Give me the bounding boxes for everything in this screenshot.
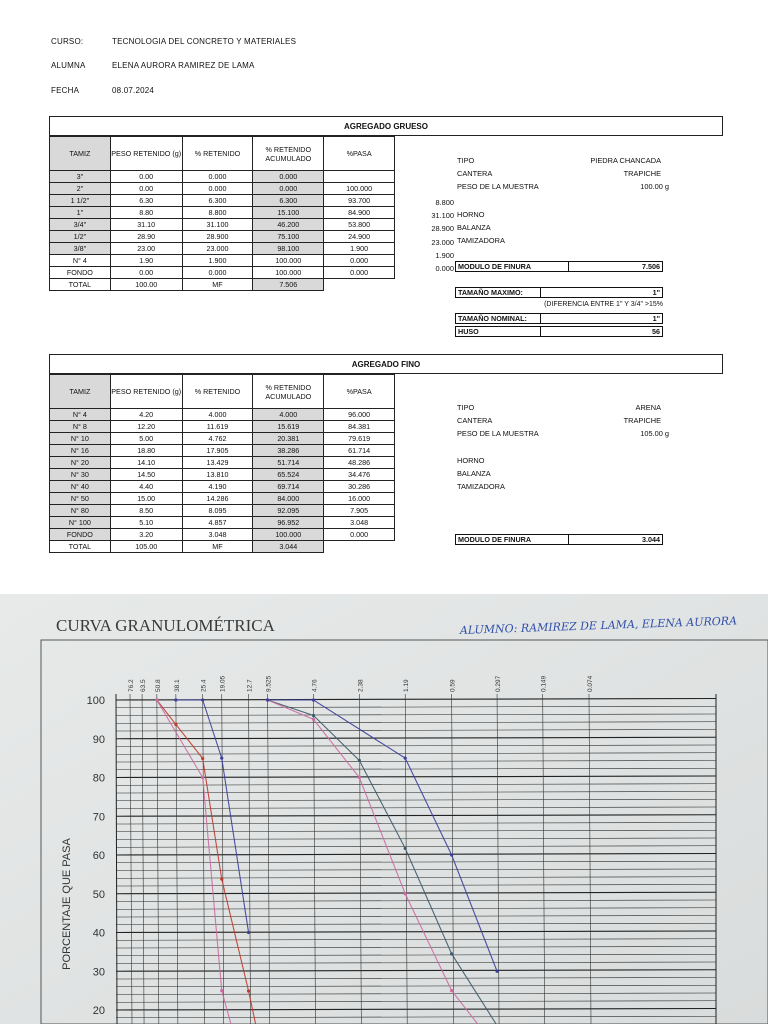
table-row — [50, 445, 395, 457]
table-cell: 98.100 — [253, 243, 324, 255]
table-cell: 5.00 — [110, 433, 182, 445]
table-cell: 8.800 — [182, 207, 253, 219]
sieve-tick-label: 12.7 — [246, 679, 254, 692]
curve-point — [174, 698, 177, 701]
table-row — [50, 493, 395, 505]
grueso-cantera-label: CANTERA — [457, 169, 493, 178]
table-row — [50, 171, 395, 183]
grueso-cantera-value: TRAPICHE — [623, 169, 661, 178]
curve-point — [404, 847, 407, 850]
table-cell: 6.300 — [253, 195, 324, 207]
table-cell: 14.10 — [110, 457, 182, 469]
table-cell: 0.000 — [253, 183, 324, 195]
fino-mf-label: MODULO DE FINURA — [458, 535, 532, 544]
fino-horno-label: HORNO — [457, 456, 485, 465]
curve-point — [201, 776, 204, 779]
y-axis-label: PORCENTAJE QUE PASA — [61, 838, 73, 970]
table-cell: 0.000 — [182, 183, 253, 195]
fino-tipo-label: TIPO — [457, 403, 475, 412]
curve-point — [220, 757, 223, 760]
fino-table — [49, 374, 395, 553]
tamano-maximo-label: TAMAÑO MAXIMO: — [458, 288, 523, 297]
curve-point — [266, 698, 269, 701]
table-cell: 0.00 — [110, 171, 182, 183]
table-cell: FONDO — [50, 267, 111, 279]
y-tick-label: 90 — [92, 733, 105, 746]
grueso-peso-label: PESO DE LA MUESTRA — [457, 182, 539, 191]
curve-point — [220, 877, 223, 880]
table-cell: 2" — [50, 183, 111, 195]
side-value: 28.900 — [431, 224, 454, 234]
alumna-value: ELENA AURORA RAMIREZ DE LAMA — [112, 61, 255, 70]
curso-value: TECNOLOGIA DEL CONCRETO Y MATERIALES — [112, 37, 297, 46]
diferencia-note: (DIFERENCIA ENTRE 1" Y 3/4" >15% — [544, 301, 663, 308]
grueso-peso-value: 100.00 g — [640, 182, 669, 191]
sieve-tick-label: 25.4 — [200, 679, 208, 692]
col-retenido-acumulado: % RETENIDO ACUMULADO — [253, 137, 324, 171]
col-retenido-acumulado: % RETENIDO ACUMULADO — [253, 375, 324, 409]
table-row — [50, 481, 395, 493]
sieve-tick-label: 50.8 — [154, 679, 162, 692]
table-cell: 4.000 — [253, 409, 324, 421]
tamano-nominal-value: 1" — [652, 314, 660, 323]
grueso-tipo-value: PIEDRA CHANCADA — [590, 156, 661, 165]
tamano-maximo-box — [455, 287, 663, 298]
fino-tipo-value: ARENA — [635, 403, 661, 412]
sieve-tick-label: 9.525 — [265, 675, 273, 692]
table-cell: 100.000 — [253, 267, 324, 279]
table-cell: 13.429 — [182, 457, 253, 469]
table-cell: N° 80 — [50, 505, 111, 517]
table-cell: 100.000 — [253, 529, 324, 541]
table-cell: 75.100 — [253, 231, 324, 243]
sieve-tick-label: 63.5 — [140, 679, 148, 692]
table-cell: N° 8 — [50, 421, 111, 433]
fecha-label: FECHA — [51, 86, 80, 95]
table-cell: 0.000 — [182, 267, 253, 279]
tamano-nominal-label: TAMAÑO NOMINAL: — [458, 314, 527, 323]
curso-row — [51, 37, 297, 46]
table-row — [50, 409, 395, 421]
table-row — [50, 231, 395, 243]
table-cell: 13.810 — [182, 469, 253, 481]
fino-peso-label: PESO DE LA MUESTRA — [457, 429, 539, 438]
table-row — [50, 457, 395, 469]
table-cell: 14.286 — [182, 493, 253, 505]
grueso-mf-box — [455, 261, 663, 272]
table-cell: N° 20 — [50, 457, 111, 469]
table-row — [50, 207, 395, 219]
curve-point — [312, 718, 315, 721]
sieve-tick-label: 0.074 — [587, 675, 594, 692]
curve-point — [220, 989, 223, 992]
table-row — [50, 183, 395, 195]
table-cell: 8.095 — [182, 505, 253, 517]
table-cell: N° 16 — [50, 445, 111, 457]
fecha-value: 08.07.2024 — [112, 86, 155, 95]
curve-point — [358, 776, 361, 779]
table-cell: 0.000 — [182, 171, 253, 183]
side-value: 23.000 — [431, 237, 454, 247]
curve-point — [201, 757, 204, 760]
curve-point — [358, 759, 361, 762]
table-cell: 4.190 — [182, 481, 253, 493]
table-cell: 46.200 — [253, 219, 324, 231]
table-cell: 84.900 — [324, 207, 395, 219]
table-cell: 12.20 — [110, 421, 182, 433]
table-cell: 30.286 — [324, 481, 395, 493]
col-pasa: %PASA — [324, 375, 395, 409]
table-cell: 31.10 — [110, 219, 182, 231]
table-cell: 11.619 — [182, 421, 253, 433]
table-cell — [324, 171, 395, 183]
table-cell: 4.762 — [182, 433, 253, 445]
table-cell: N° 100 — [50, 517, 111, 529]
y-tick-label: 60 — [92, 850, 105, 862]
grueso-mf-value: 7.506 — [642, 262, 660, 271]
table-cell: 23.000 — [182, 243, 253, 255]
curve-point — [404, 757, 407, 760]
table-cell: 1.90 — [110, 255, 182, 267]
total-cell: 100.00 — [110, 279, 182, 291]
col-pasa: %PASA — [324, 137, 395, 171]
fino-tamizadora-label: TAMIZADORA — [457, 482, 505, 491]
col-peso-retenido: PESO RETENIDO (g) — [110, 137, 182, 171]
table-row — [50, 469, 395, 481]
y-tick-label: 20 — [92, 1005, 105, 1017]
table-cell: 24.900 — [324, 231, 395, 243]
table-cell: 14.50 — [110, 469, 182, 481]
side-value: 0.000 — [435, 263, 454, 273]
fino-mf-box — [455, 534, 663, 545]
col-retenido: % RETENIDO — [182, 137, 253, 171]
tamano-maximo-value: 1" — [652, 288, 660, 297]
table-cell: 48.286 — [324, 457, 395, 469]
table-cell: 4.857 — [182, 517, 253, 529]
table-cell: N° 4 — [50, 409, 111, 421]
col-tamiz: TAMIZ — [50, 137, 111, 171]
table-cell: 53.800 — [324, 219, 395, 231]
table-row — [50, 517, 395, 529]
side-value: 31.100 — [431, 211, 454, 221]
table-cell: 3/4" — [50, 219, 111, 231]
table-cell: 84.000 — [253, 493, 324, 505]
table-cell: 65.524 — [253, 469, 324, 481]
fino-title: AGREGADO FINO — [49, 354, 723, 374]
grueso-mf-label: MODULO DE FINURA — [458, 262, 532, 271]
sieve-tick-label: 4.76 — [311, 679, 319, 692]
y-tick-label: 100 — [86, 695, 105, 707]
table-cell: 6.300 — [182, 195, 253, 207]
table-cell: 5.10 — [110, 517, 182, 529]
fino-peso-value: 105.00 g — [640, 429, 669, 438]
granulometric-curve-chart — [0, 594, 768, 1024]
table-cell: 93.700 — [324, 195, 395, 207]
huso-box — [455, 326, 663, 337]
table-cell: 0.000 — [253, 171, 324, 183]
table-row — [50, 219, 395, 231]
y-tick-label: 80 — [92, 772, 105, 785]
total-cell: TOTAL — [50, 541, 111, 553]
side-value: 1.900 — [435, 250, 454, 260]
table-cell: 28.90 — [110, 231, 182, 243]
table-cell: 15.00 — [110, 493, 182, 505]
table-cell: N° 30 — [50, 469, 111, 481]
grueso-side-values — [404, 198, 454, 277]
table-cell: 8.50 — [110, 505, 182, 517]
sieve-tick-label: 19.05 — [219, 675, 227, 692]
curve-point — [450, 989, 453, 992]
table-cell: 0.000 — [324, 267, 395, 279]
curso-label: CURSO: — [51, 37, 84, 46]
grueso-tamizadora-label: TAMIZADORA — [457, 236, 505, 245]
total-cell: 7.506 — [253, 279, 324, 291]
y-tick-label: 40 — [92, 927, 105, 940]
table-cell: 15.619 — [253, 421, 324, 433]
total-cell: MF — [182, 279, 253, 291]
table-cell: 100.000 — [253, 255, 324, 267]
curve-point — [174, 723, 177, 726]
huso-value: 56 — [652, 327, 660, 336]
table-cell: 8.80 — [110, 207, 182, 219]
table-cell: N° 10 — [50, 433, 111, 445]
curve-point — [495, 970, 498, 973]
table-cell: 96.000 — [324, 409, 395, 421]
table-cell: 61.714 — [324, 445, 395, 457]
table-cell: 16.000 — [324, 493, 395, 505]
table-cell: 31.100 — [182, 219, 253, 231]
grueso-title: AGREGADO GRUESO — [49, 116, 723, 136]
sieve-tick-label: 0.149 — [540, 675, 548, 692]
table-cell: 92.095 — [253, 505, 324, 517]
table-cell: 1.900 — [182, 255, 253, 267]
table-cell: 4.000 — [182, 409, 253, 421]
curve-point — [404, 892, 407, 895]
table-cell: 69.714 — [253, 481, 324, 493]
table-cell: 1.900 — [324, 243, 395, 255]
total-cell: TOTAL — [50, 279, 111, 291]
table-cell: 0.000 — [324, 529, 395, 541]
table-cell: 100.000 — [324, 183, 395, 195]
table-cell: 3.20 — [110, 529, 182, 541]
table-row — [50, 267, 395, 279]
granulometric-curve-photo — [0, 594, 768, 1024]
total-cell: MF — [182, 541, 253, 553]
table-cell: 0.00 — [110, 183, 182, 195]
table-cell: 18.80 — [110, 445, 182, 457]
grueso-table — [49, 136, 395, 291]
table-row — [50, 255, 395, 267]
table-cell: 17.905 — [182, 445, 253, 457]
total-cell — [324, 541, 395, 553]
col-peso-retenido: PESO RETENIDO (g) — [110, 375, 182, 409]
table-cell: 28.900 — [182, 231, 253, 243]
table-cell: 23.00 — [110, 243, 182, 255]
table-row — [50, 421, 395, 433]
fino-cantera-value: TRAPICHE — [623, 416, 661, 425]
fino-cantera-label: CANTERA — [457, 416, 493, 425]
curve-point — [247, 931, 250, 934]
table-cell: 4.20 — [110, 409, 182, 421]
y-tick-label: 30 — [92, 966, 105, 979]
table-cell: 1 1/2" — [50, 195, 111, 207]
curve-point — [450, 952, 453, 955]
sieve-tick-label: 0.297 — [495, 675, 503, 692]
table-row — [50, 433, 395, 445]
handwritten-name: ALUMNO: RAMIREZ DE LAMA, ELENA AURORA — [459, 614, 738, 637]
table-cell: 3.048 — [182, 529, 253, 541]
total-cell: 105.00 — [110, 541, 182, 553]
col-tamiz: TAMIZ — [50, 375, 111, 409]
table-cell: 4.40 — [110, 481, 182, 493]
table-row — [50, 195, 395, 207]
table-cell: 96.952 — [253, 517, 324, 529]
table-row — [50, 505, 395, 517]
alumna-row — [51, 61, 255, 70]
fino-mf-value: 3.044 — [642, 535, 660, 544]
grueso-horno-label: HORNO — [457, 210, 485, 219]
table-cell: N° 50 — [50, 493, 111, 505]
table-cell: 3.048 — [324, 517, 395, 529]
table-cell: 0.000 — [324, 255, 395, 267]
grueso-tipo-label: TIPO — [457, 156, 475, 165]
table-cell: 79.619 — [324, 433, 395, 445]
fino-balanza-label: BALANZA — [457, 469, 491, 478]
side-value: 8.800 — [435, 198, 454, 207]
table-cell: 3" — [50, 171, 111, 183]
curve-point — [312, 714, 315, 717]
tamano-nominal-box — [455, 313, 663, 324]
total-cell — [324, 279, 395, 291]
curve-title: CURVA GRANULOMÉTRICA — [56, 616, 275, 635]
curve-point — [247, 989, 250, 992]
table-cell: 7.905 — [324, 505, 395, 517]
total-row — [50, 279, 395, 291]
curve-point — [155, 698, 158, 701]
y-tick-label: 50 — [92, 888, 105, 901]
table-cell: 6.30 — [110, 195, 182, 207]
sieve-tick-label: 0.59 — [449, 679, 457, 692]
sieve-tick-label: 1.19 — [403, 679, 411, 692]
grueso-balanza-label: BALANZA — [457, 223, 491, 232]
fecha-row — [51, 86, 155, 95]
curve-point — [201, 698, 204, 701]
table-cell: 0.00 — [110, 267, 182, 279]
table-cell: 84.381 — [324, 421, 395, 433]
table-cell: FONDO — [50, 529, 111, 541]
table-cell: 1/2" — [50, 231, 111, 243]
alumna-label: ALUMNA — [51, 61, 86, 70]
sieve-tick-label: 76.2 — [128, 679, 135, 692]
table-cell: N° 40 — [50, 481, 111, 493]
total-cell: 3.044 — [253, 541, 324, 553]
table-row — [50, 529, 395, 541]
table-cell: 51.714 — [253, 457, 324, 469]
table-cell: 15.100 — [253, 207, 324, 219]
huso-label: HUSO — [458, 327, 479, 336]
table-cell: 20.381 — [253, 433, 324, 445]
total-row — [50, 541, 395, 553]
col-retenido: % RETENIDO — [182, 375, 253, 409]
paper-background — [0, 594, 768, 1024]
table-cell: 1" — [50, 207, 111, 219]
table-row — [50, 243, 395, 255]
table-cell: N° 4 — [50, 255, 111, 267]
curve-point — [312, 698, 315, 701]
table-cell: 38.286 — [253, 445, 324, 457]
table-cell: 34.476 — [324, 469, 395, 481]
sieve-tick-label: 2.38 — [357, 679, 365, 692]
y-tick-label: 70 — [92, 811, 105, 824]
table-cell: 3/8" — [50, 243, 111, 255]
sieve-tick-label: 38.1 — [173, 679, 181, 692]
curve-point — [450, 853, 453, 856]
